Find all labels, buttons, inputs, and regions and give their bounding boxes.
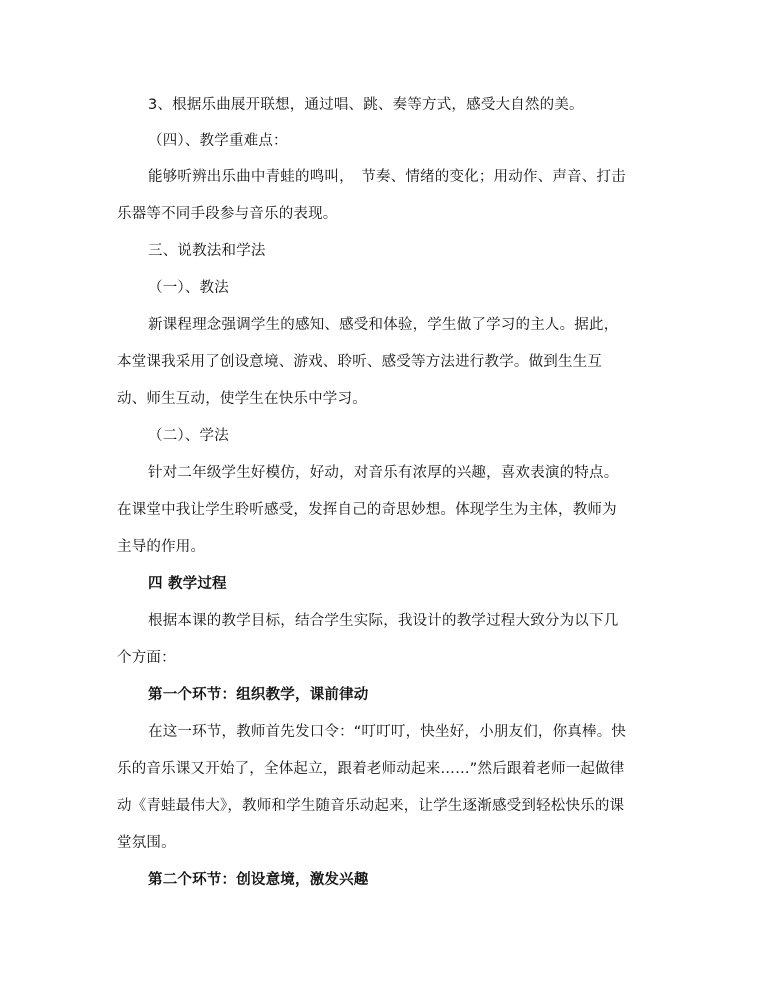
- step-1-text-line-1: 在这一环节，教师首先发口令：“叮叮叮，快坐好，小朋友们，你真棒。快: [148, 724, 627, 740]
- subheading-teaching-method: （一）、教法: [148, 280, 229, 296]
- learning-method-line-1: 针对二年级学生好模仿，好动，对音乐有浓厚的兴趣，喜欢表演的特点。: [148, 465, 619, 481]
- section-heading-key-points: （四）、教学重难点：: [148, 133, 288, 149]
- step-1-text-line-3: 动《青蛙最伟大》，教师和学生随音乐动起来，让学生逐渐感受到轻松快乐的课: [117, 798, 625, 814]
- step-2-heading: 第二个环节：创设意境，激发兴趣: [148, 872, 369, 888]
- learning-method-line-2: 在课堂中我让学生聆听感受，发挥自己的奇思妙想。体现学生为主体，教师为: [117, 502, 617, 518]
- process-intro-line-2: 个方面：: [117, 650, 176, 666]
- teaching-method-line-2: 本堂课我采用了创设意境、游戏、聆听、感受等方法进行教学。做到生生互: [117, 354, 603, 370]
- process-intro-line-1: 根据本课的教学目标，结合学生实际，我设计的教学过程大致分为以下几: [148, 613, 619, 629]
- teaching-method-line-3: 动、师生互动，使学生在快乐中学习。: [117, 391, 367, 407]
- subheading-learning-method: （二）、学法: [148, 428, 229, 444]
- key-points-text-line-2: 乐器等不同手段参与音乐的表现。: [117, 206, 338, 222]
- section-heading-methods: 三、说教法和学法: [148, 243, 266, 259]
- key-points-text-line-1: 能够听辨出乐曲中青蛙的鸣叫， 节奏、情绪的变化；用动作、声音、打击: [148, 169, 626, 185]
- teaching-method-line-1: 新课程理念强调学生的感知、感受和体验，学生做了学习的主人。据此，: [148, 317, 619, 333]
- step-1-heading: 第一个环节：组织教学，课前律动: [148, 687, 369, 703]
- section-heading-teaching-process: 四 教学过程: [148, 576, 227, 592]
- goal-3-text: 3、根据乐曲展开联想，通过唱、跳、奏等方式，感受大自然的美。: [148, 97, 584, 113]
- learning-method-line-3: 主导的作用。: [117, 539, 206, 555]
- step-1-text-line-2: 乐的音乐课又开始了，全体起立，跟着老师动起来……”然后跟着老师一起做律: [117, 761, 625, 777]
- step-1-text-line-4: 堂氛围。: [117, 835, 176, 851]
